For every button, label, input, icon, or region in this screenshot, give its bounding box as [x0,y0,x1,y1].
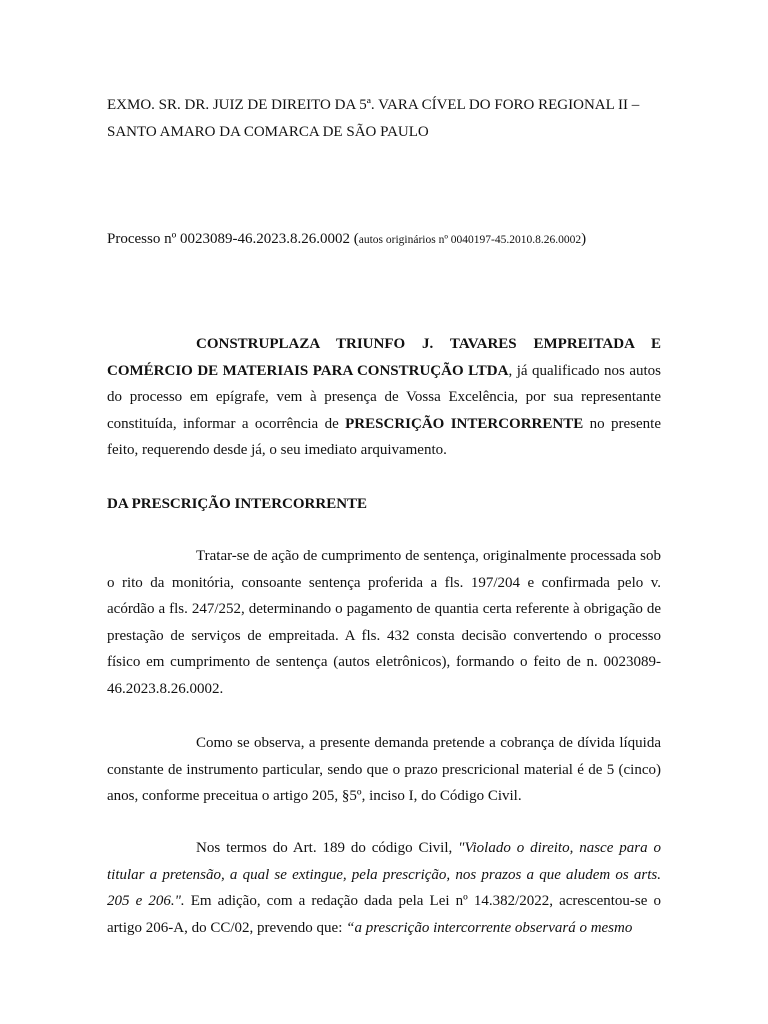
p3-quote-art-189: "Violado o direito, nasce para o titular a pretensão, a qual se extingue, pela prescrição, nos prazos a que aludem os arts. 205 e 206.". [107,840,661,909]
section-heading: DA PRESCRIÇÃO INTERCORRENTE [107,496,368,512]
party-name: CONSTRUPLAZA TRIUNFO J. TAVARES EMPREITADA E COMÉRCIO DE MATERIAIS PARA CONSTRUÇÃO LTDA [107,336,661,379]
p3-text-a: Nos termos do Art. 189 do código Civil, [196,840,459,856]
prescription-term: PRESCRIÇÃO INTERCORRENTE [345,415,584,432]
process-close-paren: ) [581,231,587,247]
process-number [107,226,661,254]
intro-text-2: no presente feito, requerendo desde já, o seu imediato arquivamento. [107,415,662,458]
p3-quote-art-206a: “a prescrição intercorrente observará o mesmo [346,919,633,936]
process-label: Processo nº 0023089-46.2023.8.26.0002 ( [107,231,359,247]
paragraph-limitation-period: Como se observa, a presente demanda pretende a cobrança de dívida líquida constante de instrumento particular, sendo que o prazo prescricional material é de 5 (cinco) anos, conforme preceitua o artigo 205, §5º, inciso I, do Código Civil. [107,735,661,804]
intro-text-1: , já qualificado nos autos do processo em epígrafe, vem à presença de Vossa Excelência, por sua representante constituída, informar a ocorrência de [107,362,662,432]
original-cases-number: autos originários nº 0040197-45.2010.8.26.0002 [358,234,582,246]
paragraph-case-summary: Tratar-se de ação de cumprimento de sentença, originalmente processada sob o rito da monitória, consoante sentença proferida a fls. 197/204 e confirmada pelo v. acórdão a fls. 247/252, determinando o pagamento de quantia certa referente à obrigação de prestação de serviços de empreitada. A fls. 432 consta decisão convertendo o processo físico em cumprimento de sentença (autos eletrônicos), formando o feito de n. 0023089-46.2023.8.26.0002. [107,548,661,697]
paragraph-legal-basis [107,835,661,941]
addressee-header: EXMO. SR. DR. JUIZ DE DIREITO DA 5ª. VARA CÍVEL DO FORO REGIONAL II – SANTO AMARO DA COMARCA DE SÃO PAULO [107,97,640,140]
intro-paragraph [107,331,661,464]
p3-text-b: Em adição, com a redação dada pela Lei nº 14.382/2022, acrescentou-se o artigo 206-A, do CC/02, prevendo que: [107,893,661,936]
